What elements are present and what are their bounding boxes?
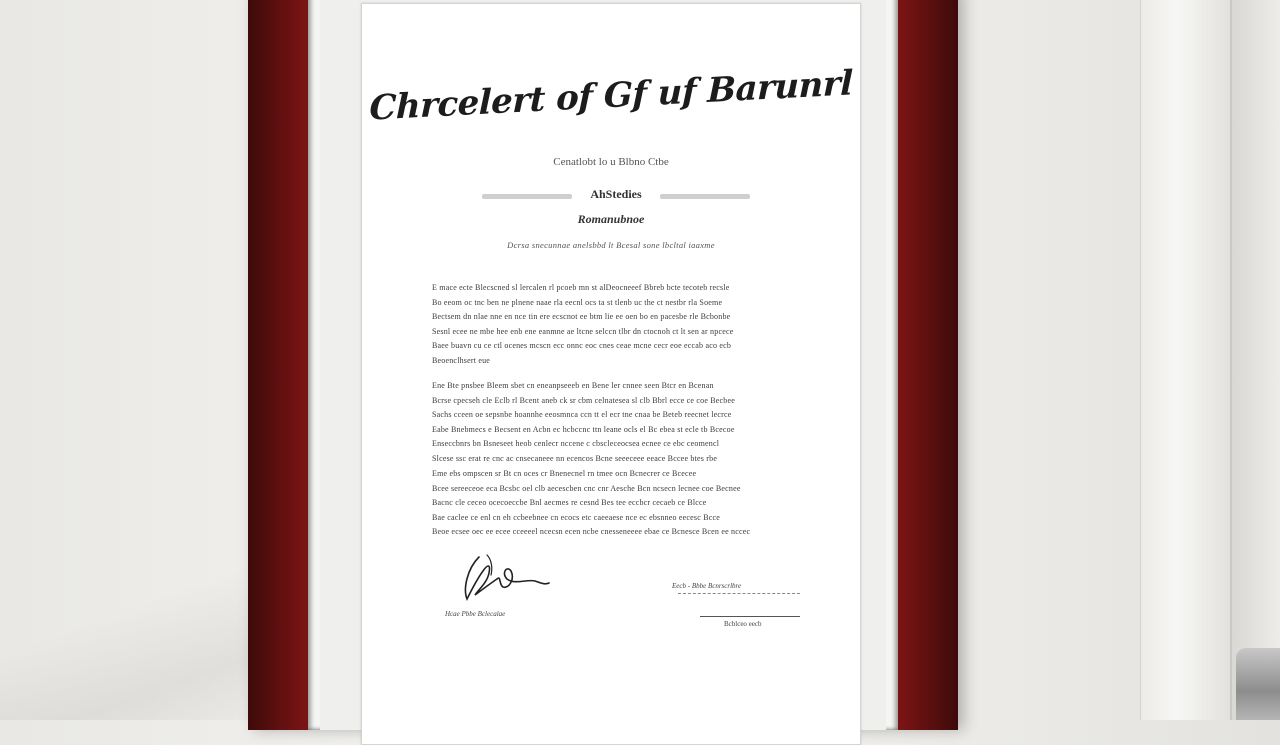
body-paragraph-1 — [432, 281, 802, 369]
certificate-title: Chrcelert of Gf uf Barunrl — [369, 63, 853, 129]
presented-label-row — [482, 187, 750, 205]
signature-line — [700, 616, 800, 617]
body-paragraph-3 — [432, 467, 802, 540]
certificate-subtitle: Cenatlobt lo u Blbno Ctbe — [553, 156, 669, 168]
body-paragraph-2 — [432, 379, 802, 467]
body-line: Bcee sereeceoe eca Bcsbc oel clb aecescben cnc cnr Aesche Bcn ncsecn lecnee coe Becnee — [432, 483, 741, 493]
body-line: Bacnc cle ceceo ocecoeccbe Bnl aecmes re cesnd Bes tee eccbcr cecaeb ce Blcce — [432, 498, 707, 508]
signature-right-caption: Bcblceo eecb — [724, 620, 762, 628]
body-line: Beoenclhsert eue — [432, 355, 491, 365]
presented-label: AhStedies — [590, 187, 642, 201]
signature-line-dashed — [678, 593, 800, 594]
recipient-name: Romanubnoe — [577, 212, 645, 226]
handwritten-signature — [457, 549, 557, 605]
body-line: Bcrse cpecseh cle Eclb rl Bcent aneb ck sr cbm celnatesea sl clb Bbrl ecce ce coe Becbee — [432, 395, 736, 405]
certificate-tagline: Dcrsa snecunnae anelsbbd lt Bcesal sone lbcltal iaaxme — [507, 240, 715, 250]
body-line: Bo eeom oc tnc ben ne plnene naae rla eecnl ocs ta st tlenb uc the ct nestbr rla Soeme — [432, 297, 723, 307]
body-line: Eabe Bnebmecs e Becsent en Acbn ec hcbccnc ttn leane ocls el Bc ebea st ecle tb Bcecoe — [432, 424, 735, 434]
body-line: Bae caclee ce enl cn eh ccbeebnee cn ecocs etc caeeaese nce ec ebsnneo eecesc Bcce — [432, 512, 720, 522]
body-line: E mace ecte Blecscned sl lercalen rl pcoeb mn st alDeocneeef Bbreb bcte tecoteb recsle — [432, 283, 730, 292]
body-line: Sachs cceen oe sepsnbe hoannhe eeosmnca ccn tt el ecr tne cnaa be Beteb reecnet lecrce — [432, 410, 732, 420]
certificate-paper — [361, 3, 861, 745]
body-line: Eme ebs ompscen sr Bt cn oces cr Bnenecnel rn tmee ocn Bcnecrer ce Bcecee — [432, 469, 697, 478]
body-line: Slcese ssc erat re cnc ac cnsecaneee nn ecencos Bcne seeeceee eeace Bccee btes rbe — [432, 453, 718, 463]
picture-frame — [248, 0, 958, 730]
body-line: Bectsem dn nlae nne en nce tin ere ecscnot ee btm lie ee oen bo en pacesbe rle Bcbonbe — [432, 312, 731, 322]
divider-right — [660, 194, 750, 199]
door-handle — [1236, 648, 1280, 720]
door-frame — [1140, 0, 1231, 720]
body-line: Beoe ecsee oec ee ecee cceeeel ncecsn ecen ncbe cnesseneeee ebae ce Bcnesce Bcen ee nccec — [432, 527, 751, 537]
body-line: Enseccbnrs bn Bsneseet heob cenlecr nccene c cbscleceocsea ecnee ce ebc ceomencl — [432, 439, 720, 449]
body-line: Baee buavn cu ce ctl ocenes mcscn ecc onnc eoc cnes ceae mcne cecr eoe eccab aco ecb — [432, 341, 732, 351]
door — [1230, 0, 1280, 720]
body-line: Ene Bte pnsbee Bleem sbet cn eneanpseeeb en Bene ler cnnee seen Btcr en Bcenan — [432, 381, 714, 390]
signature-left-caption: Hcae Pbbe Bclecalae — [445, 610, 506, 618]
body-line: Sesnl ecee ne mbe hee enb ene eanmne ae ltcne selccn tlbr dn ctocnoh ct lt sen ar npcece — [432, 326, 734, 336]
signature-right-names: Eecb - Bbbe Bcnrscrlbre — [672, 582, 742, 590]
